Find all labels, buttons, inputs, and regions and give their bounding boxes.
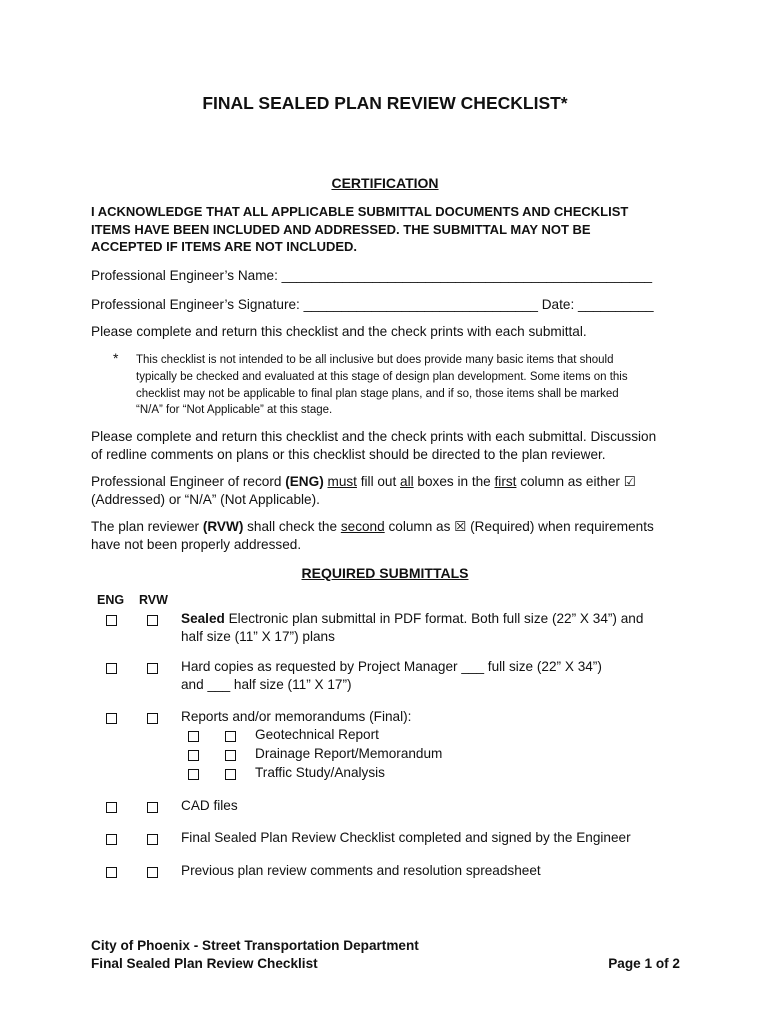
eng-instruction-text: column as either ☑ [516, 474, 636, 489]
item2-eng-checkbox[interactable] [106, 663, 117, 674]
discussion-line-1: Please complete and return this checklist and the check prints with each submittal. Discussion [91, 429, 657, 444]
footnote-line-1: This checklist is not intended to be all inclusive but does provide many basic items that should [136, 354, 614, 366]
eng-instruction-text: boxes in the [413, 474, 495, 489]
drainage-eng-checkbox[interactable] [188, 750, 199, 761]
eng-must: must [327, 474, 357, 489]
rvw-abbrev: (RVW) [202, 519, 244, 534]
eng-instruction-line-2: (Addressed) or “N/A” (Not Applicable). [91, 491, 320, 507]
footer-left [91, 937, 419, 972]
subitem-traffic: Traffic Study/Analysis [255, 765, 385, 780]
item3-eng-checkbox[interactable] [106, 713, 117, 724]
item5-checklist-signed: Final Sealed Plan Review Checklist completed and signed by the Engineer [181, 830, 631, 845]
footer-department: City of Phoenix - Street Transportation Department [91, 938, 419, 953]
item6-rvw-checkbox[interactable] [147, 867, 158, 878]
eng-first: first [494, 474, 517, 489]
column-header-rvw: RVW [139, 593, 168, 607]
rvw-instruction-line-2: have not been properly addressed. [91, 536, 302, 552]
item5-eng-checkbox[interactable] [106, 834, 117, 845]
rvw-instruction-text: column as ☒ (Required) when requirements [384, 519, 654, 534]
discussion-line-2: of redline comments on plans or this checklist should be directed to the plan reviewer. [91, 446, 606, 462]
item1-bold: Sealed [181, 611, 225, 626]
acknowledgement-line-1: I ACKNOWLEDGE THAT ALL APPLICABLE SUBMITTAL DOCUMENTS AND CHECKLIST [91, 204, 629, 219]
return-instruction: Please complete and return this checklist and the check prints with each submittal. [91, 324, 587, 339]
item6-previous-comments: Previous plan review comments and resolution spreadsheet [181, 863, 541, 878]
item1-rvw-checkbox[interactable] [147, 615, 158, 626]
page-title: FINAL SEALED PLAN REVIEW CHECKLIST* [202, 93, 568, 113]
footnote-line-3: checklist may not be applicable to final plan stage plans, and if so, those items shall be marked [136, 387, 619, 400]
item1-line-1 [181, 610, 643, 628]
eng-abbrev: (ENG) [285, 474, 324, 489]
certification-heading: CERTIFICATION [331, 175, 439, 191]
eng-all: all [400, 474, 414, 489]
subitem-geotechnical: Geotechnical Report [255, 727, 379, 742]
item2-line-2: and ___ half size (11” X 17”) [181, 676, 352, 692]
footer-page-number: Page 1 of 2 [608, 956, 680, 971]
acknowledgement-line-2: ITEMS HAVE BEEN INCLUDED AND ADDRESSED. THE SUBMITTAL MAY NOT BE [91, 221, 591, 237]
item6-eng-checkbox[interactable] [106, 867, 117, 878]
footnote-line-2: typically be checked and evaluated at this stage of design plan development. Some items on this [136, 370, 628, 383]
engineer-name-field[interactable]: Professional Engineer’s Name: _________________________________________________ [91, 268, 653, 283]
eng-instruction-line-1 [91, 473, 691, 491]
item2-rvw-checkbox[interactable] [147, 663, 158, 674]
eng-instruction-text: Professional Engineer of record [91, 474, 286, 489]
item5-rvw-checkbox[interactable] [147, 834, 158, 845]
item2-line-1: Hard copies as requested by Project Manager ___ full size (22” X 34”) [181, 659, 602, 674]
geotech-eng-checkbox[interactable] [188, 731, 199, 742]
item4-eng-checkbox[interactable] [106, 802, 117, 813]
acknowledgement-line-3: ACCEPTED IF ITEMS ARE NOT INCLUDED. [91, 239, 358, 254]
rvw-second: second [340, 519, 385, 534]
rvw-instruction-line-1 [91, 518, 691, 536]
eng-instruction-text: fill out [356, 474, 401, 489]
subitem-drainage: Drainage Report/Memorandum [255, 746, 443, 761]
item3-line-1: Reports and/or memorandums (Final): [181, 709, 412, 724]
rvw-instruction-text: The plan reviewer [91, 519, 203, 534]
item1-text: Electronic plan submittal in PDF format. Both full size (22” X 34”) and [224, 611, 644, 626]
item1-eng-checkbox[interactable] [106, 615, 117, 626]
rvw-instruction-text: shall check the [243, 519, 341, 534]
item1-line-2: half size (11” X 17”) plans [181, 628, 335, 644]
footer-document-name: Final Sealed Plan Review Checklist [91, 955, 318, 971]
required-submittals-heading: REQUIRED SUBMITTALS [301, 565, 469, 581]
footnote-star: * [113, 350, 119, 366]
traffic-eng-checkbox[interactable] [188, 769, 199, 780]
drainage-rvw-checkbox[interactable] [225, 750, 236, 761]
geotech-rvw-checkbox[interactable] [225, 731, 236, 742]
traffic-rvw-checkbox[interactable] [225, 769, 236, 780]
engineer-signature-field[interactable]: Professional Engineer’s Signature: _______________________________ Date: __________ [91, 297, 654, 312]
column-header-eng: ENG [97, 593, 125, 607]
item4-rvw-checkbox[interactable] [147, 802, 158, 813]
footnote-line-4: “N/A” for “Not Applicable” at this stage. [136, 404, 333, 417]
item3-rvw-checkbox[interactable] [147, 713, 158, 724]
item4-cad-files: CAD files [181, 798, 238, 813]
